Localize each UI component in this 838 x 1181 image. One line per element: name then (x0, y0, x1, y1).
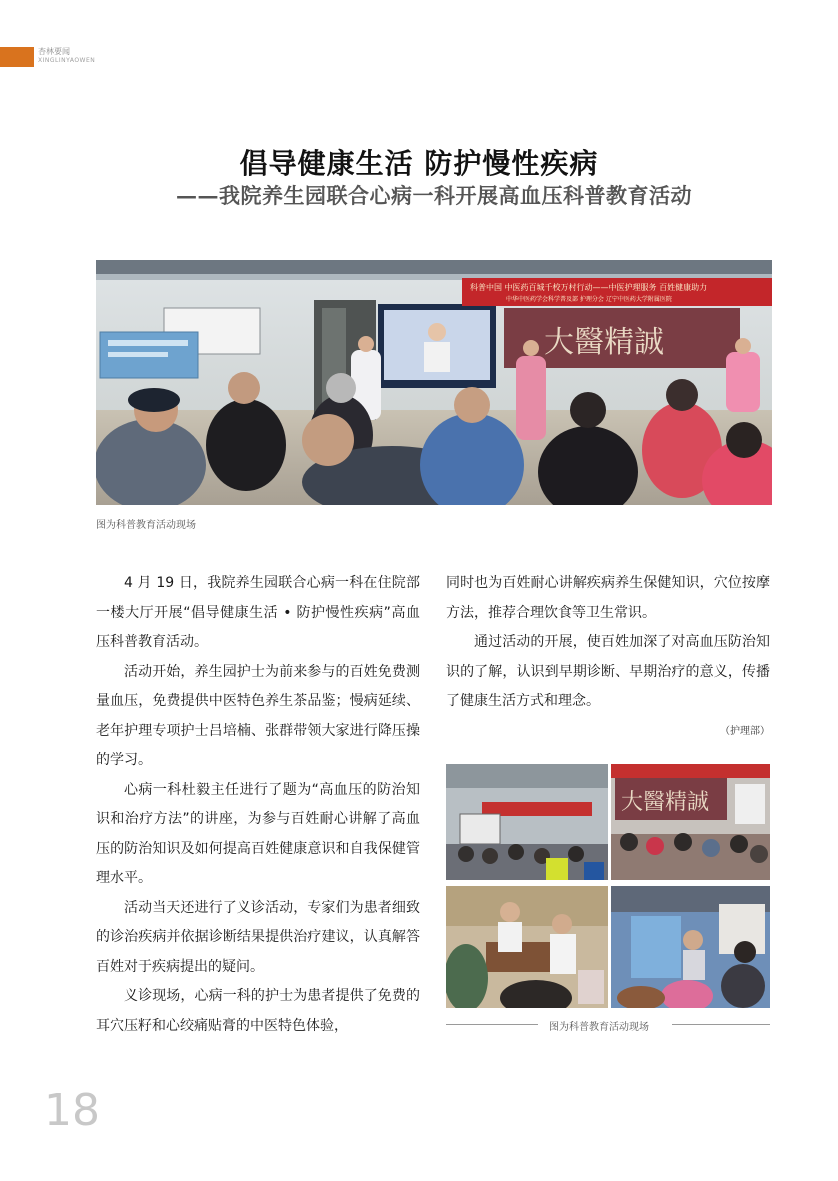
photo-calligraphy-hall (611, 764, 770, 880)
banner-line2: 中华中医药学会科学普及部 护理分会 辽宁中医药大学附属医院 (506, 296, 672, 303)
article-body-right (446, 569, 770, 743)
paragraph: 活动开始，养生园护士为前来参与的百姓免费测量血压，免费提供中医特色养生茶品鉴；慢病延续、老年护理专项护士吕培楠、张群带领大家进行降压操的学习。 (96, 663, 420, 768)
article-body-left (96, 569, 420, 1041)
photo-lecture-scene (446, 764, 608, 880)
main-event-photo (96, 260, 772, 505)
section-name-pinyin: XINGLINYAOWEN (38, 57, 96, 64)
photo-ear-acupressure (611, 886, 770, 1008)
paragraph: 心病一科杜毅主任进行了题为“高血压的防治知识和治疗方法”的讲座，为参与百姓耐心讲解了高血压的防治知识及如何提高百姓健康意识和自我保健管理水平。 (96, 781, 420, 886)
calligraphy-text: 大醫精誠 (544, 325, 664, 360)
page-number: 18 (44, 1085, 100, 1136)
grid-photo-caption: 图为科普教育活动现场 (549, 1022, 649, 1033)
section-name: 杏林要闻 (38, 47, 70, 56)
photo-clinic-consultation (446, 886, 608, 1008)
paragraph-continuation: 同时也为百姓耐心讲解疾病养生保健知识，穴位按摩方法，推荐合理饮食等卫生常识。 (446, 575, 770, 621)
caption-rule-left (446, 1024, 538, 1025)
caption-rule-right (672, 1024, 770, 1025)
photo-clinic-scene (446, 886, 608, 1008)
article-title: 倡导健康生活 防护慢性疾病 (239, 147, 599, 180)
banner-line1: 科普中国 中医药百城千校万村行动——中医护理服务 百姓健康助力 (470, 283, 708, 292)
article-credit: （护理部） (720, 725, 770, 737)
photo-acupressure-scene (611, 886, 770, 1008)
photo-calligraphy-text: 大醫精誠 (621, 790, 710, 815)
main-photo-caption: 图为科普教育活动现场 (96, 520, 196, 531)
paragraph: 义诊现场，心病一科的护士为患者提供了免费的耳穴压籽和心绞痛贴膏的中医特色体验， (96, 988, 420, 1034)
photo-lecture-hall (446, 764, 608, 880)
paragraph: 活动当天还进行了义诊活动，专家们为患者细致的诊治疾病并依据诊断结果提供治疗建议，认真解答百姓对于疾病提出的疑问。 (96, 899, 420, 975)
section-color-bar (0, 47, 34, 67)
paragraph: 4 月 19 日，我院养生园联合心病一科在住院部一楼大厅开展“倡导健康生活 • 防护慢性疾病”高血压科普教育活动。 (96, 575, 420, 650)
photo-hall-scene (611, 764, 770, 880)
article-subtitle: ——我院养生园联合心病一科开展高血压科普教育活动 (176, 183, 692, 208)
main-photo-scene (96, 260, 772, 505)
paragraph: 通过活动的开展，使百姓加深了对高血压防治知识的了解，认识到早期诊断、早期治疗的意义，传播了健康生活方式和理念。 (446, 634, 770, 709)
